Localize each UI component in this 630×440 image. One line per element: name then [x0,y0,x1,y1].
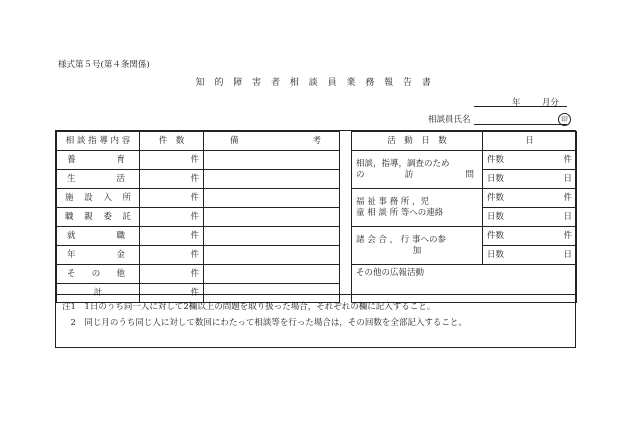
spacer [340,208,352,227]
remarks-cell[interactable] [204,151,340,170]
spacer [340,227,352,246]
remarks-cell[interactable] [204,227,340,246]
counselor-name-label: 相談員氏名 [428,115,471,125]
count-cell[interactable]: 件 [140,227,204,246]
header-day: 日 [483,132,577,151]
activity-visit: 相談，指導，調査のため の 訪 問 [352,151,483,189]
table-row [57,227,577,246]
activity-days-cell[interactable]: 日数 日 [483,170,577,189]
activity-days-cell[interactable]: 日数 日 [483,208,577,227]
activity-days-cell[interactable]: 日数 日 [483,246,577,265]
row-label: 就 職 [57,227,140,246]
note-1: 注1 1日のうち同一人に対して2欄以上の問題を取り扱った場合，それぞれの欄に記入すること。 [62,302,436,312]
year-month-underline [474,106,567,107]
row-label: 職 親 委 託 [57,208,140,227]
remarks-cell[interactable] [204,170,340,189]
table-row [57,170,577,189]
spacer [340,265,352,284]
count-cell[interactable]: 件 [140,265,204,284]
table-header-row [57,132,577,151]
count-cell[interactable]: 件 [140,170,204,189]
spacer [340,151,352,170]
row-label: 生 活 [57,170,140,189]
table-row [57,189,577,208]
table-row [57,265,577,284]
activity-liaison: 福 祉 事 務 所 ，児 童 相 談 所 等への連絡 [352,189,483,227]
row-label-total: 計 [57,284,140,303]
seal-mark: 印 [558,113,571,126]
table-row [57,246,577,265]
year-label: 年 [512,98,521,108]
table-row [57,208,577,227]
month-label: 月分 [541,98,559,108]
header-content: 相 談 指 導 内 容 [57,132,140,151]
row-label: 養 育 [57,151,140,170]
row-label: そ の 他 [57,265,140,284]
activity-count-cell[interactable]: 件数 件 [483,189,577,208]
activity-count-cell[interactable]: 件数 件 [483,151,577,170]
row-label: 年 金 [57,246,140,265]
activity-pr[interactable]: その他の広報活動 [352,265,577,303]
remarks-cell[interactable] [204,265,340,284]
header-count: 件 数 [140,132,204,151]
remarks-cell[interactable] [204,208,340,227]
count-cell[interactable]: 件 [140,208,204,227]
header-remarks: 備 考 [204,132,340,151]
remarks-cell[interactable] [204,189,340,208]
document-title: 知 的 障 害 者 相 談 員 業 務 報 告 書 [195,78,435,88]
note-2: 2 同じ月のうち同じ人に対して数回にわたって相談等を行った場合は，その回数を全部記入すること。 [62,318,467,328]
count-cell[interactable]: 件 [140,246,204,265]
activity-meetings: 諸 会 合 ， 行 事への参 加 [352,227,483,265]
count-cell-total[interactable]: 件 [140,284,204,303]
report-table [56,131,577,303]
form-number: 様式第５号(第４条関係) [58,60,150,70]
activity-count-cell[interactable]: 件数 件 [483,227,577,246]
counselor-name-field[interactable] [474,124,567,125]
remarks-cell[interactable] [204,246,340,265]
count-cell[interactable]: 件 [140,189,204,208]
spacer [340,132,352,151]
spacer [340,246,352,265]
count-cell[interactable]: 件 [140,151,204,170]
header-activity: 活 動 日 数 [352,132,483,151]
spacer [340,189,352,208]
spacer [340,170,352,189]
table-row [57,151,577,170]
notes [56,294,576,335]
row-label: 施 設 入 所 [57,189,140,208]
